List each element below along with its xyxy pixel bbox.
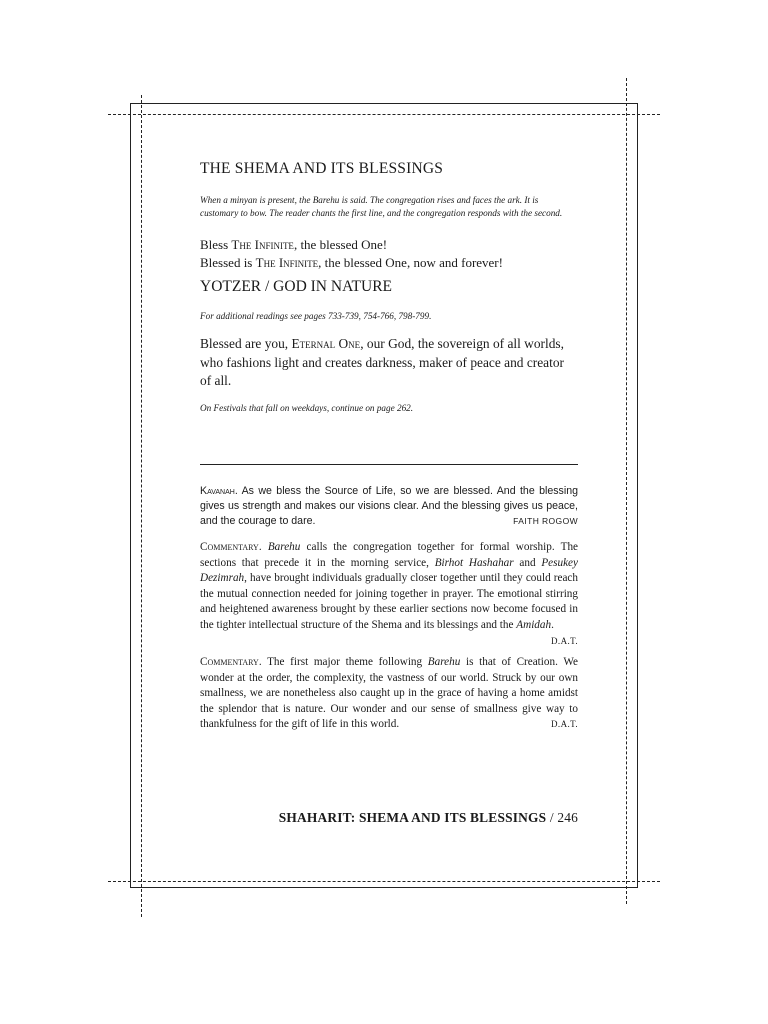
right-trim-line bbox=[626, 78, 627, 904]
instruction-text: When a minyan is present, the Barehu is said. The congregation rises and faces the ark. It is customary to bow. The reader chants the first line, and the congregation responds with the second. bbox=[200, 195, 563, 218]
commentary-1: Commentary. Barehu calls the congregation together for formal worship. The sections that precede it in the morning service, Birhot Hashahar and Pesukey Dezimrah, have brought individuals gradually closer together until they could reach the mutual connection needed for joining together in prayer. The emotional stirring and heightened awareness brought by these earlier sections now become focused in the tighter intellectual structure of the Shema and its blessings and the Amidah. D.A.T. bbox=[200, 540, 578, 649]
commentary-2: Commentary. The first major theme following Barehu is that of Creation. We wonder at the order, the complexity, the vastness of our world. Struck by our own smallness, we are nonetheless also caught up in the grace of having a home amidst the splendor that is nature. Our wonder and our sense of smallness give way to thankfulness for the gift of life in this world. D.A.T. bbox=[200, 655, 578, 733]
bottom-trim-line bbox=[108, 881, 660, 882]
kavanah-text: As we bless the Source of Life, so we are blessed. And the blessing gives us strength and makes our visions clear. And the blessing gives us peace, and the courage to dare. bbox=[200, 485, 578, 527]
kavanah-label: Kavanah. bbox=[200, 485, 238, 497]
commentary-2-author: D.A.T. bbox=[551, 719, 578, 730]
main-blessing: Blessed are you, Eternal One, our God, the sovereign of all worlds, who fashions light and creates darkness, maker of peace and creator of all. bbox=[200, 336, 564, 388]
kavanah-author: FAITH ROGOW bbox=[513, 516, 578, 526]
kavanah-block bbox=[200, 484, 578, 529]
page-title: THE SHEMA AND ITS BLESSINGS bbox=[200, 160, 444, 177]
commentary-1-author: D.A.T. bbox=[551, 635, 578, 646]
page-content bbox=[200, 160, 578, 413]
page-number: 246 bbox=[557, 810, 578, 825]
running-footer: SHAHARIT: SHEMA AND ITS BLESSINGS / 246 bbox=[278, 810, 578, 825]
section-subheading: YOTZER / GOD IN NATURE bbox=[200, 278, 393, 295]
blessing-line-1: Bless The Infinite, the blessed One! bbox=[200, 237, 388, 252]
left-trim-line bbox=[141, 95, 142, 917]
top-trim-line bbox=[108, 114, 660, 115]
footer-title: SHAHARIT: SHEMA AND ITS BLESSINGS bbox=[278, 810, 547, 825]
section-divider bbox=[200, 464, 578, 465]
readings-note: For additional readings see pages 733-739, 754-766, 798-799. bbox=[200, 311, 432, 321]
blessing-line-2: Blessed is The Infinite, the blessed One, now and forever! bbox=[200, 255, 503, 270]
festival-note: On Festivals that fall on weekdays, continue on page 262. bbox=[200, 402, 414, 413]
